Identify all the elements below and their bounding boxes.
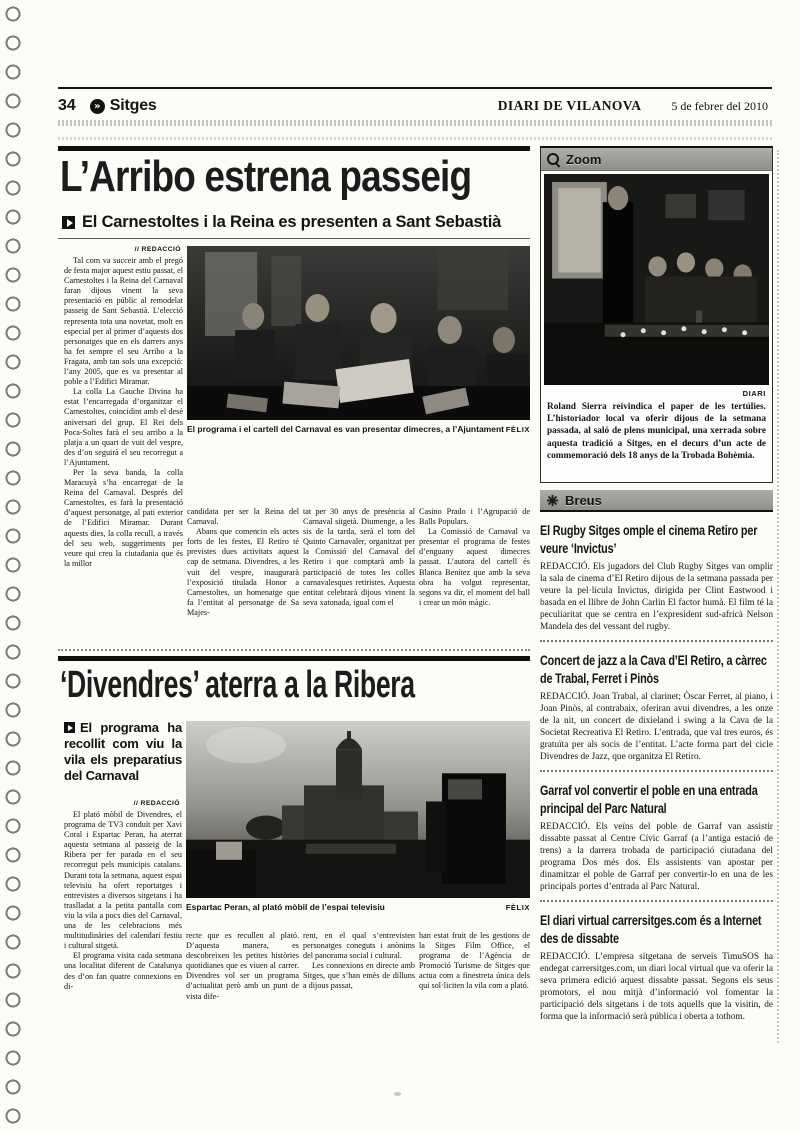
article2-paragraph: rent, en el qual s’entrevisten personatges coneguts i anònims del panorama social i cultural.: [303, 931, 415, 961]
article2-headline-wrap: [60, 664, 532, 714]
article2-headline: ‘Divendres’ aterra a la Ribera: [60, 664, 415, 706]
article1-photo-caption: El programa i el cartell del Carnaval es van presentar dimecres, a l’Ajuntament: [187, 424, 504, 434]
scan-noise-band: [58, 120, 772, 126]
article1-subhead: El Carnestoltes i la Reina es presenten a Sant Sebastià: [82, 213, 502, 231]
article2-photo-credit: FÈLIX: [505, 903, 530, 912]
article1-headline: L’Arribo estrena passeig: [60, 152, 472, 201]
zoom-box-header: [541, 148, 772, 171]
brief-body: REDACCIÓ. Els jugadors del Club Rugby Sitges van omplir la sala de cinema d’El Retiro dijous de la setmana passada per veure la pel·lícula Invictus, dirigida per Clint Eastwood i basada en el llibre de John Carlin El factor humà. El film té la peculiaritat que se centra en l’expresident sud-africà Nelson Mandela des del vessant del rugby.: [540, 562, 773, 632]
brief-headline: Garraf vol convertir el poble en una entrada principal del Parc Natural: [540, 782, 758, 816]
magnifier-icon: [547, 153, 560, 166]
article1-top-bar: [58, 146, 530, 151]
section-title: Sitges: [109, 97, 157, 114]
brief-separator: [540, 770, 773, 772]
article1-paragraph: La Comissió de Carnaval va presentar el programa de festes d’enguany aquest dimecres passat. L’autora del cartell és Blanca Benítez que amb la seva obra ha volgut representar, segons va dir, el moment del ball i crear un món màgic.: [419, 527, 530, 607]
play-arrow-glyph: [68, 725, 73, 731]
article1-column-4: [419, 507, 530, 655]
breus-header: [540, 490, 773, 512]
zoom-caption: Roland Sierra reivindica el paper de les tertúlies. L’historiador local va oferir dijous de la setmana passada, al saló de plens municipal, una xerrada sobre aquesta tradició a Sitges, en el decurs d’un acte de commemoració dels 18 anys de la Trobada Bohèmia.: [547, 402, 766, 461]
zoom-photo-illustration: [544, 174, 769, 385]
brief-body: REDACCIÓ. Els veïns del poble de Garraf van assistir dissabte passat al Centre Cívic Garraf (a l’antiga estació de trens) a la darrera trobada de participació ciutadana del programa Dos més dos. Els assistents van apostar per dinamitzar el poble de Garraf per convertir-lo en una de les principals portes d’entrada al Parc Natural.: [540, 822, 773, 892]
article2-paragraph: recte que es recullen al plató. D’aquesta manera, es descobreixen les petites històries quotidianes que es viuen al carrer. Divendres vol ser un programa d’actualitat però amb un punt de vista dife-: [186, 931, 299, 1001]
zoom-photo-credit: DIARI: [742, 389, 766, 398]
page-header: [58, 93, 772, 119]
article2-photo: [186, 721, 530, 898]
article1-paragraph: tat per 30 anys de presència al Carnaval sitgetà. Diumenge, a les sis de la tarda, serà el torn del Quinto Carnavaler, organitzat per la Comissió del Carnaval del Retiro i que comptarà amb la participació de totes les colles carnavalesques retiristes. Aquesta entitat celebrarà dijous vinent la seva xatonada, igual com el: [303, 507, 415, 607]
article2-standfirst-text: El programa ha recollit com viu la vila els preparatius del Carnaval: [64, 720, 182, 783]
article2-paragraph: El plató mòbil de Divendres, el programa de TV3 conduït per Xavi Coral i Espartac Peran, ha aterrat aquesta setmana al passeig de la Ribera per fer parada en el seu recorregut pels municipis catalans. Durant tota la setmana, aquest espai televisiu ha ofert reportatges i entrevistes a diversos sitgetans i ha traslladat a la petita pantalla com viu la vila a pocs dies del Carnaval, una de les celebracions més multitudinàries del calendari festiu i cultural sitgetà.: [64, 810, 182, 951]
article2-paragraph: El programa visita cada setmana una localitat diferent de Catalunya des d’on fan quatre connexions en di-: [64, 951, 182, 991]
brief-body: REDACCIÓ. Joan Trabal, al clarinet; Òscar Ferret, al piano, i Joan Pinòs, al contrabaix, oferiran avui divendres, a les onze de la nit, un concert de dixieland i swing a la Cava de la Societat Recreativa El Retiro. L’entrada, que val tres euros, és gratuïta per als socis de l’entitat. L’acte forma part del cicle Divendres de Jazz, que organitza El Retiro.: [540, 692, 773, 762]
brief-headline: El diari virtual carrersitges.com és a Internet des de dissabte: [540, 912, 762, 946]
brief-separator: [540, 640, 773, 642]
article1-column-2: [187, 507, 299, 655]
article1-headline-wrap: [60, 152, 532, 206]
article2-byline: // REDACCIÓ: [133, 800, 180, 807]
article2-paragraph: han estat fruit de les gestions de la Sitges Film Office, el programa de l’Agència de Promoció Turisme de Sitges que actua com a finestreta única dels qui sol·liciten la vila com a plató.: [419, 931, 530, 991]
article2-column-2: [186, 931, 299, 1046]
article1-paragraph: Tal com va succeir amb el pregó de festa major aquest estiu passat, el Carnestoltes i la Reina del Carnaval faran dijous vinent la seva presentació en públic al remodelat passeig de Sant Sebastià. L’elecció representa tota una novetat, molt en especial per al primer d’aquests dos personatges que en els darrers anys ha fet sempre el seu Arribo a la Fragata, amb tan sols una excepció: l’any 2005, que es va presentar al poble a l’Edifici Miramar.: [64, 256, 183, 387]
article2-photo-illustration: [186, 721, 530, 898]
article1-paragraph: Abans que comencin els actes forts de les festes, El Retiro té previstes dues activitats aquest cap de setmana. Divendres, a les vuit del vespre, inaugurarà l’exposició titulada Honor a Carnestoltes, un homenatge que fa l’entitat al personatge de Sa Majes-: [187, 527, 299, 617]
brief-separator: [540, 900, 773, 902]
article1-paragraph: La colla La Gauche Divina ha estat l’encarregada d’organitzar el Carnestoltes, coincidint amb el desè aniversari del grup. El Rei dels Poca-Soltes farà el seu arribo a la platja a un quart de vuit del vespre, des d’on seguirà el seu recorregut a l’Ajuntament.: [64, 387, 183, 467]
scan-smudge: [394, 1092, 401, 1096]
article2-standfirst: [64, 720, 182, 784]
article1-paragraph: candidata per ser la Reina del Carnaval.: [187, 507, 299, 527]
article1-column-3: [303, 507, 415, 655]
article2-column-1: [64, 720, 182, 1050]
article1-caption-row: [187, 424, 530, 434]
article2-column-4: [419, 931, 530, 1046]
play-arrow-icon: [62, 216, 75, 229]
article1-rule: [58, 238, 530, 239]
article1-photo-illustration: [187, 246, 530, 420]
article1-byline: // REDACCIÓ: [134, 246, 181, 253]
breus-title: Breus: [565, 492, 602, 508]
article1-paragraph: Casino Prado i l’Agrupació de Balls Populars.: [419, 507, 530, 527]
masthead: DIARI DE VILANOVA: [497, 98, 642, 113]
header-rule: [58, 87, 772, 89]
spiral-binding: [0, 0, 30, 1132]
brief-headline: Concert de jazz a la Cava d’El Retiro, a càrrec de Trabal, Ferret i Pinòs: [540, 652, 767, 686]
right-rail: [540, 146, 773, 1023]
article1-photo: [187, 246, 530, 420]
brief-headline: El Rugby Sitges omple el cinema Retiro per veure ‘Invictus’: [540, 522, 758, 556]
article1-photo-credit: FÈLIX: [505, 425, 530, 434]
article1-subhead-row: [62, 213, 530, 232]
article2-caption-row: [186, 902, 530, 912]
page-number: 34: [58, 97, 76, 114]
article-separator-dots: [58, 649, 530, 651]
scan-noise-band-2: [58, 137, 772, 140]
article2-paragraph: Les connexions en directe amb Sitges, que s’han emès de dilluns a dijous passat,: [303, 961, 415, 991]
article2-photo-caption: Espartac Peran, al plató mòbil de l’espai televisiu: [186, 902, 385, 912]
article1-paragraph: Per la seva banda, la colla Maracuyà s’ha encarregat de la Reina del Carnaval. Després del Carnestoltes, es farà la presentació d’aquest personatge, al pati exterior de l’Edifici Miramar. Durant aquests dies, la colla recull, a través del seu web, suggeriments per veure qui creu la ciutadania que és la millor: [64, 467, 183, 568]
edition-date: 5 de febrer del 2010: [671, 98, 768, 113]
brief-body: REDACCIÓ. L’empresa sitgetana de serveis TimuSOS ha endegat carrersitges.com, un diari local virtual que va oferir la seva primera edició aquest dissabte passat. Segons els seus promotors, el nou mitjà d’informació vol fomentar la participació dels sitgetans i de tots aquells que la visitin, de forma que la informació serà pública i oberta a tothom.: [540, 952, 773, 1022]
breus-icon: [546, 494, 559, 507]
play-arrow-glyph: [67, 219, 73, 227]
zoom-photo: [544, 174, 769, 385]
article2-column-3: [303, 931, 415, 1046]
play-arrow-icon: [64, 722, 75, 733]
zoom-box-title: Zoom: [566, 151, 602, 167]
zoom-box: [540, 146, 773, 483]
section-badge-icon: »: [90, 99, 105, 114]
article2-top-bar: [58, 656, 530, 661]
article1-column-1: [64, 246, 183, 654]
right-edge-perforation: [777, 150, 779, 1043]
